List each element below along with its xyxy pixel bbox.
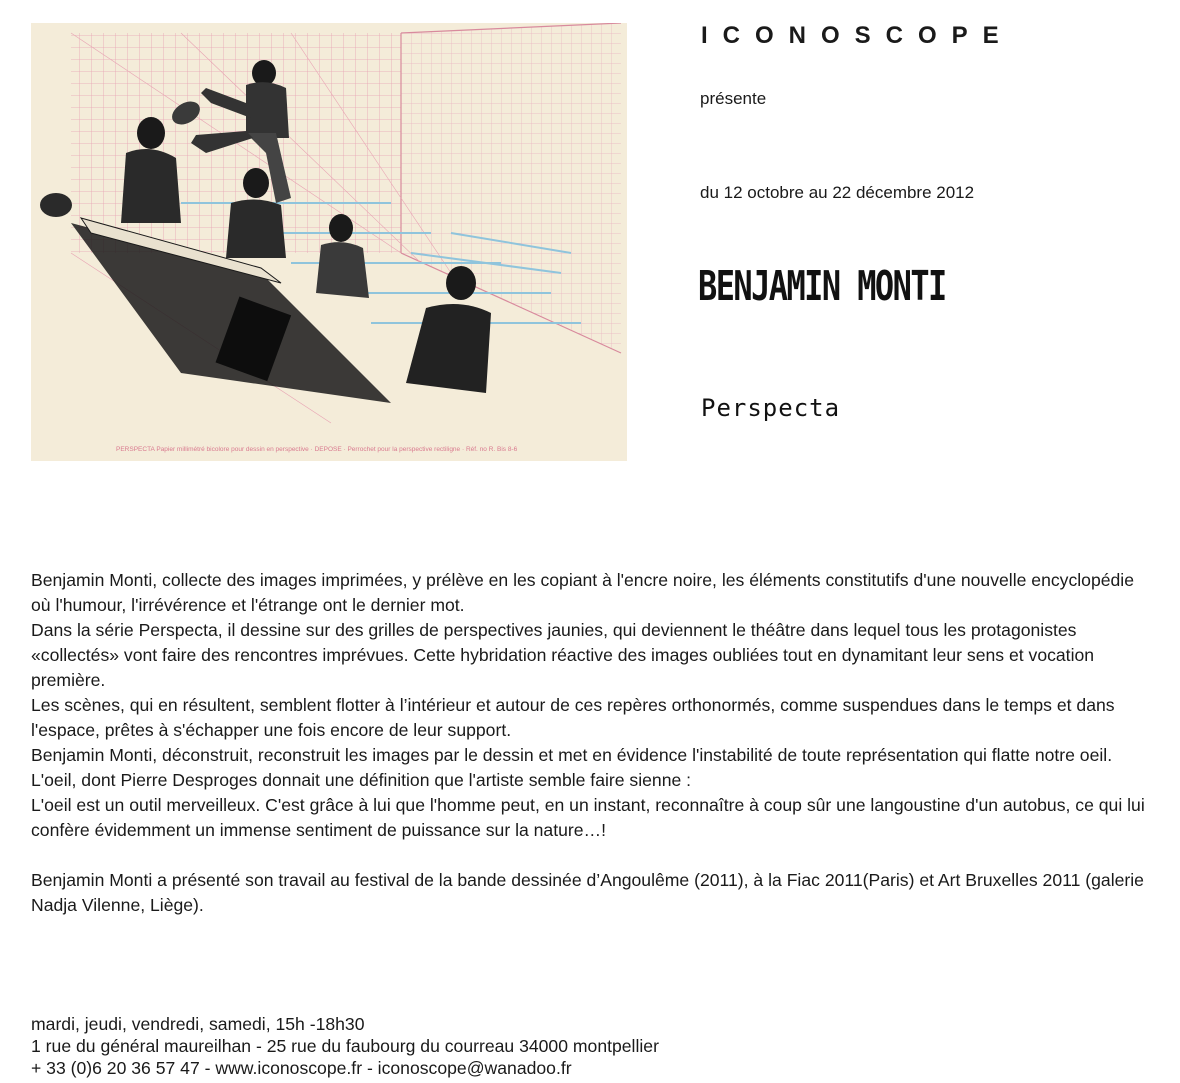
- gallery-brand: ICONOSCOPE: [701, 22, 1014, 49]
- paragraph: Dans la série Perspecta, il dessine sur des grilles de perspectives jaunies, qui deviennent le théâtre dans lequel tous les protagonistes «collectés» vont faire des rencontres imprévues. Cette hybridation réactive des images oubliées tout en dynamitant leur sens et vocation première.: [31, 620, 1095, 690]
- contact-line[interactable]: + 33 (0)6 20 36 57 47 - www.iconoscope.fr - iconoscope@wanadoo.fr: [31, 1058, 572, 1078]
- paragraph: Les scènes, qui en résultent, semblent flotter à l’intérieur et autour de ces repères orthonormés, comme suspendues dans le temps et dans l'espace, prêtes à s'échapper une fois encore de leur support.: [31, 695, 1115, 740]
- paragraph: L'oeil est un outil merveilleux. C'est grâce à lui que l'homme peut, en un instant, reconnaître à coup sûr une langoustine d'un autobus, ce qui lui confère évidemment un immense sentiment de puissance sur la nature…!: [31, 795, 1145, 840]
- paragraph: Benjamin Monti, collecte des images imprimées, y prélève en les copiant à l'encre noire, les éléments constitutifs d'une nouvelle encyclopédie où l'humour, l'irrévérence et l'étrange ont le dernier mot.: [31, 570, 1134, 615]
- address: 1 rue du général maureilhan - 25 rue du faubourg du courreau 34000 montpellier: [31, 1036, 659, 1056]
- exhibition-description: [31, 568, 1151, 918]
- closing-paragraph: Benjamin Monti a présenté son travail au festival de la bande dessinée d’Angoulême (2011), à la Fiac 2011(Paris) et Art Bruxelles 2011 (galerie Nadja Vilenne, Liège).: [31, 870, 1144, 915]
- exhibition-dates: du 12 octobre au 22 décembre 2012: [700, 183, 975, 202]
- series-title: Perspecta: [701, 394, 841, 422]
- presents-label: présente: [700, 89, 767, 108]
- artwork-caption: PERSPECTA Papier millimétré bicolore pour dessin en perspective · DEPOSE · Perrochet pour la perspective rectiligne · Réf. no R. Bis 8-6: [116, 446, 518, 453]
- artwork-perspecta: [31, 23, 627, 461]
- gallery-info: [31, 1013, 1151, 1079]
- paragraph: Benjamin Monti, déconstruit, reconstruit les images par le dessin et met en évidence l'instabilité de toute représentation qui flatte notre oeil. L'oeil, dont Pierre Desproges donnait une définition que l'artiste semble faire sienne :: [31, 745, 1113, 790]
- artist-name: BENJAMIN MONTI: [698, 262, 946, 310]
- opening-hours: mardi, jeudi, vendredi, samedi, 15h -18h30: [31, 1014, 365, 1034]
